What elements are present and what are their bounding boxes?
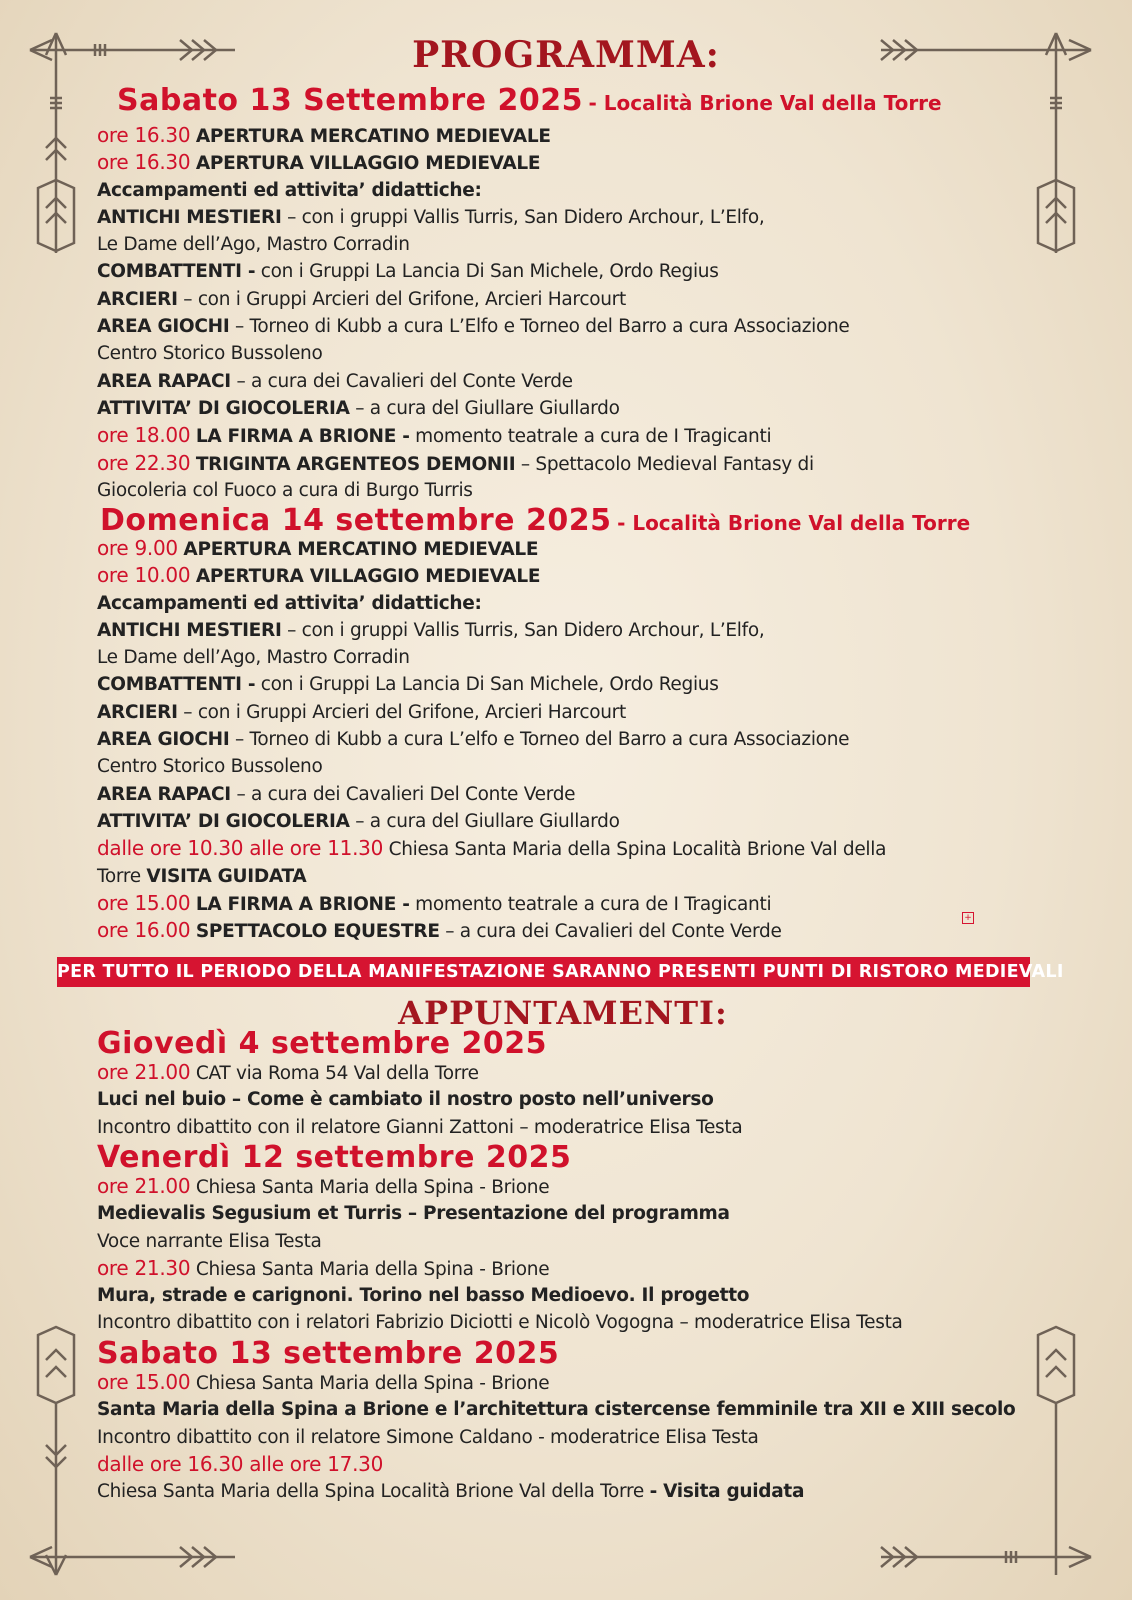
event-title: COMBATTENTI - [97, 674, 256, 696]
event-title: Luci nel buio – Come è cambiato il nostro posto nell’universo [97, 1089, 714, 1111]
program-line [97, 863, 1057, 890]
program-line [97, 1114, 1057, 1141]
time-label: ore 21.30 [97, 1255, 191, 1280]
event-title: AREA GIOCHI [97, 316, 230, 338]
event-detail: Torre [97, 865, 147, 887]
program-line [97, 1173, 1057, 1200]
program-line [97, 890, 1057, 917]
day1-date: Sabato 13 Settembre 2025 [117, 83, 583, 118]
program-line [97, 644, 1057, 671]
program-line [97, 477, 1057, 504]
program-line [97, 1086, 1057, 1113]
program-line [97, 395, 1057, 422]
program-line [97, 1200, 1057, 1227]
app1-date: Giovedì 4 settembre 2025 [97, 1026, 547, 1061]
event-detail: – con i Gruppi Arcieri del Grifone, Arcieri Harcourt [177, 288, 626, 310]
event-detail: – Torneo di Kubb a cura L’elfo e Torneo del Barro a cura Associazione [229, 729, 850, 751]
event-title: Accampamenti ed attivita’ didattiche: [97, 179, 482, 201]
time-label: dalle ore 10.30 alle ore 11.30 [97, 836, 383, 861]
day2-date: Domenica 14 settembre 2025 [100, 503, 612, 538]
event-title: LA FIRMA A BRIONE - [195, 426, 410, 448]
event-title: AREA RAPACI [97, 783, 231, 805]
program-line [97, 753, 1057, 780]
event-detail: Chiesa Santa Maria della Spina - Brione [190, 1258, 550, 1280]
app2-date: Venerdì 12 settembre 2025 [97, 1140, 572, 1175]
program-line [97, 177, 1057, 204]
day2-location: - Località Brione Val della Torre [617, 511, 971, 535]
program-line [97, 1309, 1057, 1336]
event-detail: Chiesa Santa Maria della Spina - Brione [190, 1177, 550, 1198]
event-title: ARCIERI [97, 288, 178, 310]
program-line [97, 1228, 1057, 1255]
event-detail: momento teatrale a cura de I Tragicanti [409, 893, 772, 915]
time-label: ore 9.00 [97, 536, 178, 560]
app2-header [97, 1140, 571, 1175]
event-title: VISITA GUIDATA [146, 865, 307, 887]
program-line [97, 617, 1057, 644]
day1-header [117, 83, 942, 118]
event-title: ANTICHI MESTIERI [97, 619, 282, 641]
event-detail: Chiesa Santa Maria della Spina Località Brione Val della Torre [97, 1481, 650, 1503]
event-detail: Incontro dibattito con il relatore Gianni Zattoni – moderatrice Elisa Testa [97, 1116, 743, 1138]
event-title: AREA RAPACI [97, 370, 231, 392]
time-label: ore 15.00 [97, 1370, 191, 1394]
event-title: ATTIVITA’ DI GIOCOLERIA [97, 810, 350, 832]
app2-program [97, 1173, 1057, 1337]
program-line [97, 258, 1057, 285]
program-line [97, 835, 1057, 862]
food-banner: PER TUTTO IL PERIODO DELLA MANIFESTAZIONE SARANNO PRESENTI PUNTI DI RISTORO MEDIEVALI [57, 957, 1030, 987]
time-label: ore 21.00 [97, 1060, 191, 1084]
appointments-title: APPUNTAMENTI: [398, 994, 728, 1032]
event-title: ANTICHI MESTIERI [97, 206, 282, 228]
event-title: ARCIERI [97, 701, 178, 723]
event-title: AREA GIOCHI [97, 729, 230, 751]
time-label: ore 16.00 [97, 918, 191, 943]
program-line [97, 286, 1057, 313]
time-label: ore 21.00 [97, 1174, 191, 1198]
event-detail: Le Dame dell’Ago, Mastro Corradin [97, 234, 410, 256]
day1-program [97, 122, 1057, 504]
program-line [97, 671, 1057, 698]
program-line [97, 1478, 1057, 1505]
event-title: TRIGINTA ARGENTEOS DEMONII [195, 453, 516, 475]
app3-date: Sabato 13 settembre 2025 [97, 1336, 560, 1371]
program-line [97, 535, 1057, 562]
event-detail: Le Dame dell’Ago, Mastro Corradin [97, 647, 410, 669]
program-line [97, 204, 1057, 231]
event-title: COMBATTENTI - [97, 261, 256, 283]
event-detail: momento teatrale a cura de I Tragicanti [409, 426, 772, 448]
program-line [97, 917, 1057, 944]
day2-header [100, 503, 970, 538]
app1-program [97, 1059, 1057, 1141]
program-line [97, 231, 1057, 258]
program-line [97, 1451, 1057, 1478]
event-title: Mura, strade e carignoni. Torino nel basso Medioevo. Il progetto [97, 1285, 750, 1307]
time-label: ore 18.00 [97, 423, 191, 448]
day2-program [97, 535, 1057, 944]
time-label: ore 15.00 [97, 890, 191, 915]
event-detail: Giocoleria col Fuoco a cura di Burgo Turris [97, 479, 473, 501]
program-line [97, 1282, 1057, 1309]
event-detail: Chiesa Santa Maria della Spina - Brione [190, 1373, 550, 1394]
program-line [97, 368, 1057, 395]
event-title: - Visita guidata [649, 1481, 805, 1503]
event-detail: – con i gruppi Vallis Turris, San Didero Archour, L’Elfo, [281, 619, 765, 641]
time-label: dalle ore 16.30 alle ore 17.30 [97, 1451, 383, 1476]
event-title: ATTIVITA’ DI GIOCOLERIA [97, 397, 350, 419]
event-detail: con i Gruppi La Lancia Di San Michele, Ordo Regius [255, 674, 719, 696]
page-title: PROGRAMMA: [412, 34, 720, 76]
program-line [97, 422, 1057, 449]
event-detail: Incontro dibattito con il relatore Simone Caldano - moderatrice Elisa Testa [97, 1426, 759, 1448]
event-detail: – a cura del Giullare Giullardo [349, 397, 620, 419]
event-title: Accampamenti ed attivita’ didattiche: [97, 592, 482, 614]
event-detail: – Spettacolo Medieval Fantasy di [515, 453, 814, 475]
event-detail: Incontro dibattito con i relatori Fabrizio Diciotti e Nicolò Vogogna – moderatrice Elisa Testa [97, 1312, 903, 1334]
program-line [97, 590, 1057, 617]
program-line [97, 450, 1057, 477]
program-line [97, 1424, 1057, 1451]
program-line [97, 1396, 1057, 1423]
day1-location: - Località Brione Val della Torre [588, 91, 942, 115]
program-line [97, 313, 1057, 340]
time-label: ore 16.30 [97, 123, 191, 147]
time-label: ore 22.30 [97, 450, 191, 475]
program-line [97, 781, 1057, 808]
event-detail: – con i gruppi Vallis Turris, San Didero Archour, L’Elfo, [281, 206, 765, 228]
program-line [97, 340, 1057, 367]
program-line [97, 726, 1057, 753]
event-detail: con i Gruppi La Lancia Di San Michele, Ordo Regius [255, 261, 719, 283]
program-line [97, 562, 1057, 589]
event-detail: Centro Storico Bussoleno [97, 343, 323, 365]
app1-header [97, 1026, 547, 1061]
program-line [97, 1369, 1057, 1396]
plus-icon: + [962, 912, 974, 924]
program-line [97, 1059, 1057, 1086]
event-detail: – a cura dei Cavalieri Del Conte Verde [230, 783, 576, 805]
event-title: APERTURA MERCATINO MEDIEVALE [183, 539, 539, 560]
event-detail: – con i Gruppi Arcieri del Grifone, Arcieri Harcourt [177, 701, 626, 723]
time-label: ore 16.30 [97, 150, 191, 175]
event-detail: Voce narrante Elisa Testa [97, 1230, 322, 1252]
app3-program [97, 1369, 1057, 1505]
event-title: Santa Maria della Spina a Brione e l’architettura cistercense femminile tra XII e XIII secolo [97, 1399, 1016, 1421]
event-title: Medievalis Segusium et Turris – Presentazione del programma [97, 1203, 730, 1225]
app3-header [97, 1336, 559, 1371]
event-title: APERTURA VILLAGGIO MEDIEVALE [195, 153, 541, 175]
event-detail: Centro Storico Bussoleno [97, 756, 323, 778]
event-detail: – a cura dei Cavalieri del Conte Verde [439, 921, 782, 943]
program-line [97, 808, 1057, 835]
event-title: SPETTACOLO EQUESTRE [195, 921, 440, 943]
event-title: APERTURA VILLAGGIO MEDIEVALE [195, 566, 541, 588]
event-detail: CAT via Roma 54 Val della Torre [190, 1063, 479, 1084]
event-detail: Chiesa Santa Maria della Spina Località Brione Val della [383, 839, 887, 861]
event-title: LA FIRMA A BRIONE - [195, 893, 410, 915]
program-line [97, 149, 1057, 176]
program-line [97, 699, 1057, 726]
program-line [97, 122, 1057, 149]
event-detail: – Torneo di Kubb a cura L’Elfo e Torneo del Barro a cura Associazione [229, 316, 850, 338]
time-label: ore 10.00 [97, 563, 191, 588]
event-detail: – a cura del Giullare Giullardo [349, 810, 620, 832]
program-line [97, 1255, 1057, 1282]
event-title: APERTURA MERCATINO MEDIEVALE [195, 126, 551, 147]
event-detail: – a cura dei Cavalieri del Conte Verde [230, 370, 573, 392]
